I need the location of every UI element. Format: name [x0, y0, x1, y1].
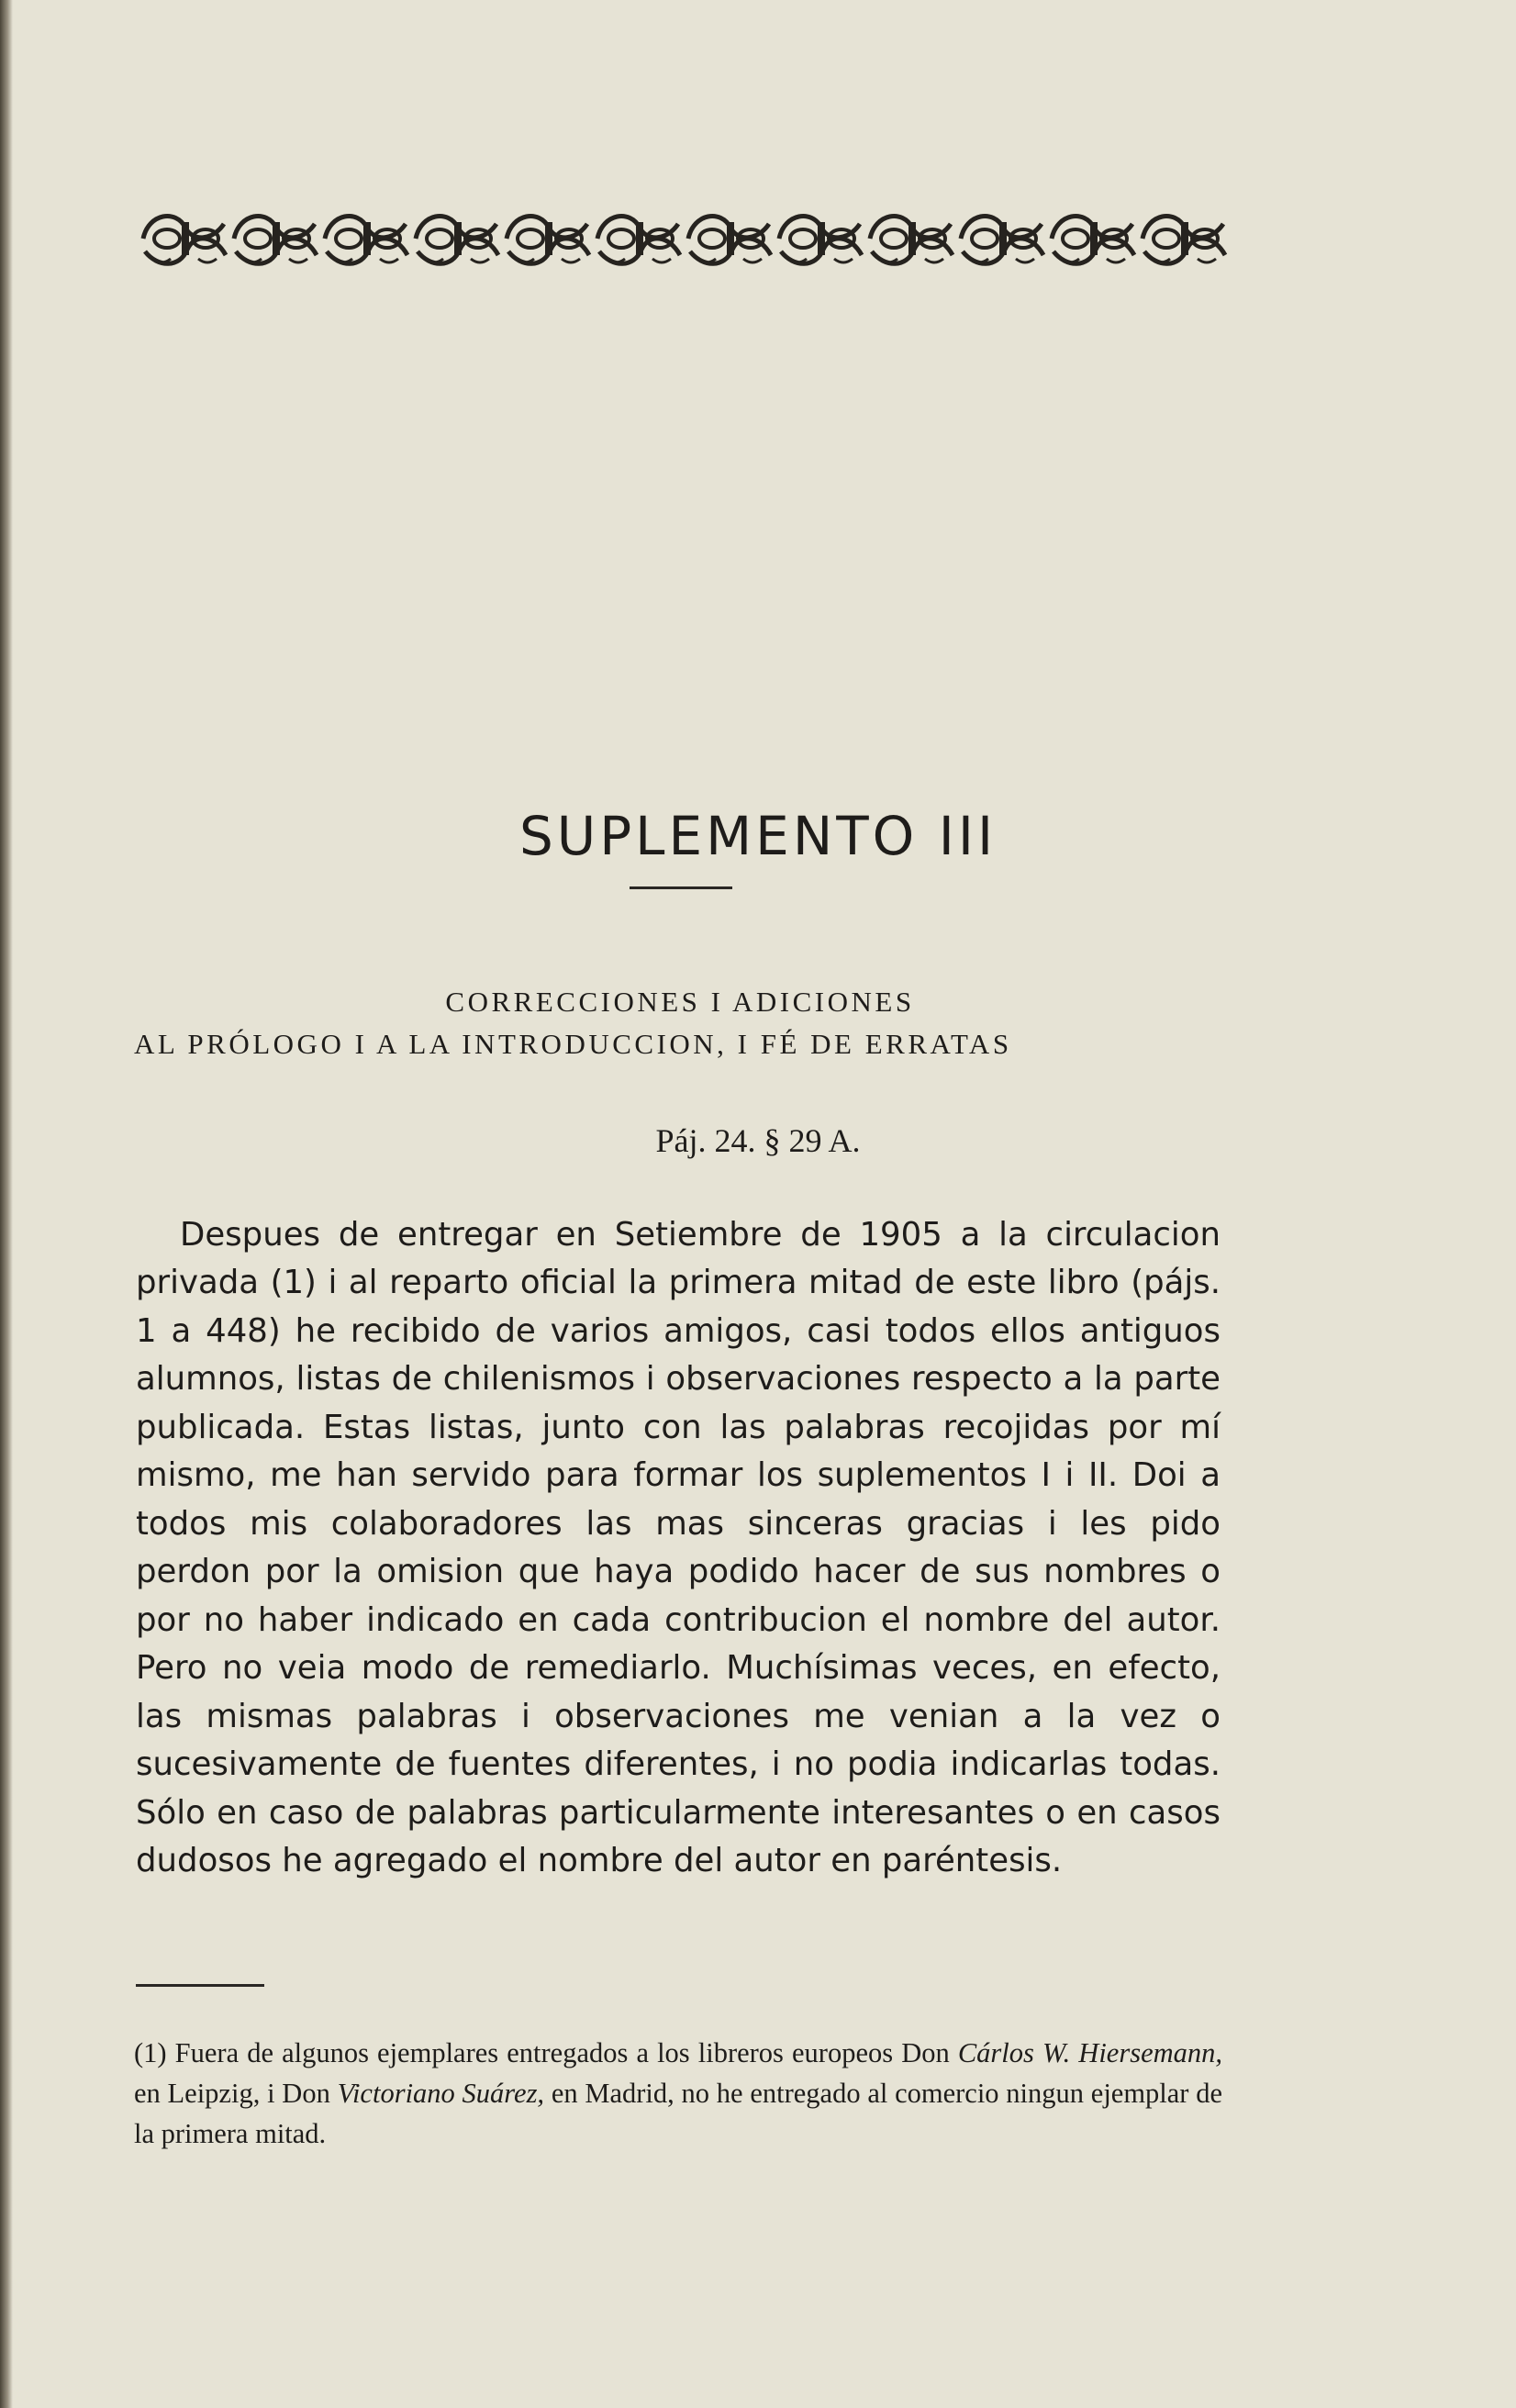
ornament-scroll-unit [1052, 217, 1134, 264]
footnote-name-2: Victoriano Suárez, [337, 2077, 545, 2109]
page-title: SUPLEMENTO III [518, 804, 998, 867]
section-reference: Páj. 24. § 29 A. [655, 1122, 861, 1159]
ornament-scroll-unit [779, 217, 862, 264]
title-divider [630, 886, 732, 889]
ornament-units [143, 217, 1225, 264]
ornament-scroll-unit [143, 217, 226, 264]
ornamental-border-icon [139, 204, 1232, 273]
ornament-scroll-unit [597, 217, 680, 264]
ornament-scroll-unit [961, 217, 1043, 264]
ornament-scroll-unit [416, 217, 498, 264]
body-paragraph: Despues de entregar en Setiembre de 1905 a la circulacion privada (1) i al reparto oficial la primera mitad de este libro (pájs. 1 a 448) he recibido de varios amigos, casi todos ellos antiguos alumnos, listas de chilenismos i observaciones respecto a la parte publicada. Estas listas, junto con las palabras recojidas por mí mismo, me han servido para formar los suplementos I i II. Doi a todos mis colaboradores las mas sinceras gracias i les pido perdon por la omision que haya podido hacer de sus nombres o por no haber indicado en cada contribucion el nombre del autor. Pero no veia modo de remediarlo. Muchísimas veces, en efecto, las mismas palabras i observaciones me venian a la vez o sucesivamente de fuentes diferentes, i no podia indicarlas todas. Sólo en caso de palabras particularmente interesantes o en casos dudosos he agregado el nombre del autor en paréntesis. [136, 1215, 1221, 1879]
footnote-divider [136, 1984, 264, 1987]
page-binding-edge [0, 0, 13, 2408]
ornament-scroll-unit [688, 217, 771, 264]
footnote-text-c: en Madrid, no he entregado al comercio ningun ejemplar de la primera mitad. [134, 2077, 1223, 2149]
footnote-text-b: en Leipzig, i Don [134, 2077, 330, 2109]
footnote-name-1: Cárlos W. Hiersemann, [957, 2036, 1223, 2068]
subtitle-line-1: CORRECCIONES I ADICIONES [445, 986, 915, 1018]
ornament-scroll-unit [507, 217, 589, 264]
footnote-text-a: Fuera de algunos ejemplares entregados a los libreros europeos Don [174, 2036, 950, 2068]
ornament-scroll-unit [1143, 217, 1225, 264]
ornament-scroll-unit [234, 217, 317, 264]
footnote-marker: (1) [134, 2036, 167, 2068]
ornament-scroll-unit [870, 217, 953, 264]
footnote [134, 2033, 1222, 2154]
ornament-scroll-unit [325, 217, 407, 264]
subtitle-line-2: AL PRÓLOGO I A LA INTRODUCCION, I FÉ DE ERRATAS [134, 1028, 1012, 1060]
